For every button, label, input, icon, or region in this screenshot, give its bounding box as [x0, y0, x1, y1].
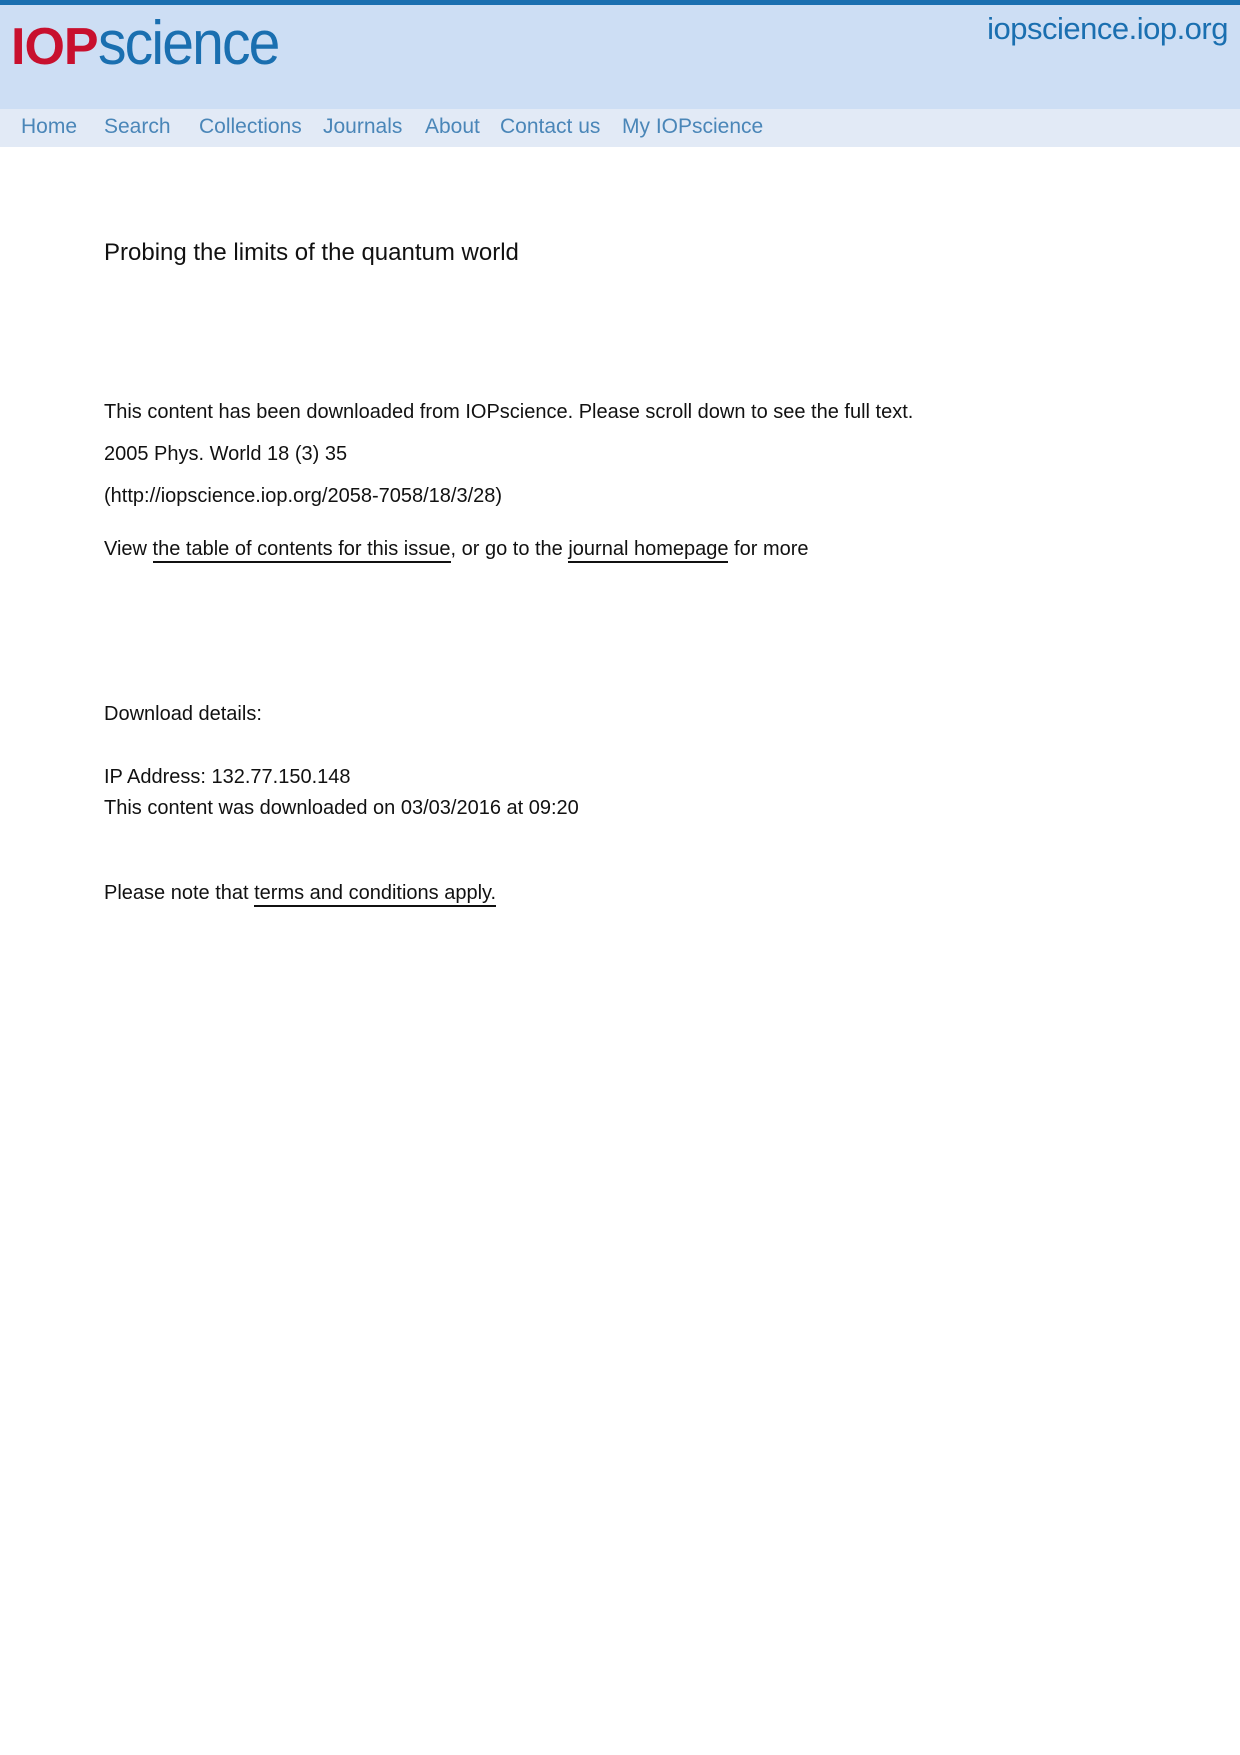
- journal-homepage-link[interactable]: journal homepage: [568, 538, 728, 563]
- nav-my-iopscience[interactable]: My IOPscience: [622, 115, 764, 138]
- terms-line: [104, 880, 496, 906]
- article-title: Probing the limits of the quantum world: [104, 239, 519, 266]
- permalink: (http://iopscience.iop.org/2058-7058/18/3/28): [104, 485, 503, 507]
- nav-home[interactable]: Home: [21, 115, 78, 138]
- view-middle: , or go to the: [450, 538, 569, 560]
- nav-journals[interactable]: Journals: [323, 115, 403, 138]
- main-navigation: [0, 109, 1240, 147]
- iopscience-logo[interactable]: [11, 9, 294, 79]
- table-of-contents-link[interactable]: the table of contents for this issue: [153, 538, 451, 563]
- download-timestamp: This content was downloaded on 03/03/2016 at 09:20: [104, 797, 579, 819]
- download-notice: This content has been downloaded from IOPscience. Please scroll down to see the full text.: [104, 401, 914, 423]
- logo-science-text: science: [97, 9, 279, 78]
- terms-and-conditions-link[interactable]: terms and conditions apply.: [254, 882, 496, 907]
- nav-about[interactable]: About: [425, 115, 480, 138]
- terms-prefix: Please note that: [104, 882, 255, 904]
- view-prefix: View: [104, 538, 153, 560]
- view-suffix: for more: [728, 538, 809, 560]
- view-line: [104, 536, 809, 562]
- site-header: [0, 0, 1240, 109]
- nav-search[interactable]: Search: [104, 115, 171, 138]
- site-url[interactable]: iopscience.iop.org: [987, 11, 1228, 46]
- ip-address: IP Address: 132.77.150.148: [104, 766, 351, 788]
- citation: 2005 Phys. World 18 (3) 35: [104, 443, 348, 465]
- logo-iop-text: IOP: [11, 18, 98, 76]
- nav-contact-us[interactable]: Contact us: [500, 115, 601, 138]
- nav-collections[interactable]: Collections: [199, 115, 302, 138]
- download-details-heading: Download details:: [104, 703, 262, 725]
